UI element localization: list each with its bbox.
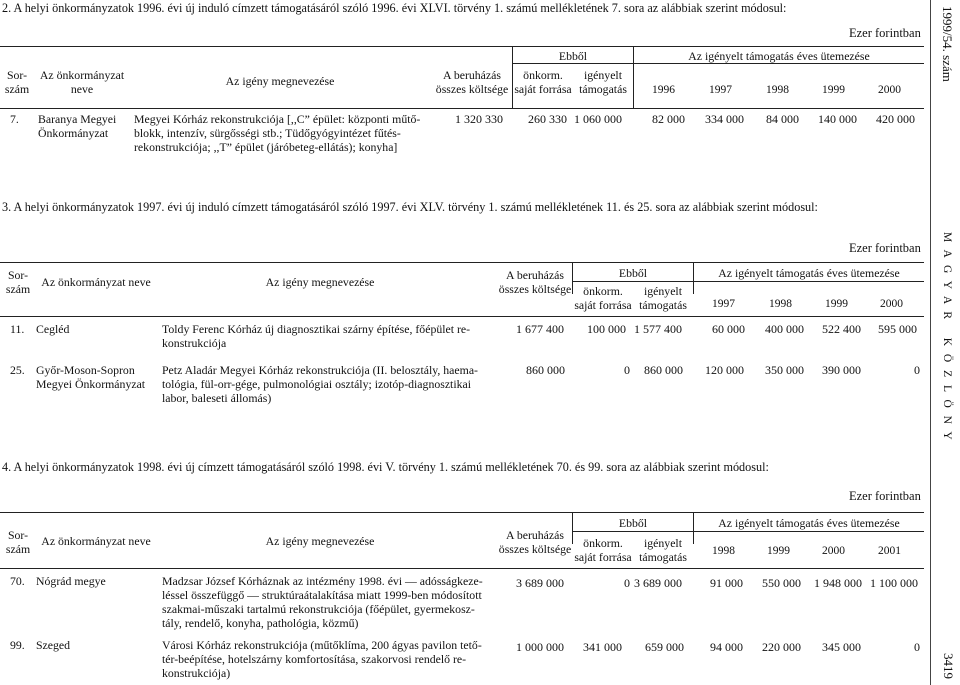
row-tamogatas: 860 000: [644, 363, 683, 377]
section-4-schedule-rule: [694, 531, 924, 532]
section-2-currency-note: Ezer forintban: [849, 26, 921, 40]
row-ut-4: 1 100 000: [870, 576, 918, 590]
section-3-col-igeny: Az igény megnevezése: [265, 275, 375, 289]
year-header: 2001: [878, 545, 901, 557]
row-sorszam: 70.: [10, 574, 25, 588]
section-3-currency-note: Ezer forintban: [849, 241, 921, 255]
journal-title: M A G Y A R K Ö Z L Ö N Y: [941, 232, 953, 443]
row-ut-2: 350 000: [765, 363, 804, 377]
row-tamogatas: 1 060 000: [574, 112, 622, 126]
row-koltseg: 1 677 400: [516, 322, 564, 336]
section-2-ebbol-rule: [513, 63, 633, 64]
section-2-col-onkormanyzat: Az önkormányzat neve: [39, 68, 125, 96]
year-header: 1996: [652, 84, 675, 96]
section-4-heading: 4. A helyi önkormányzatok 1998. évi új címzett támogatásáról szóló 1998. évi V. törvény 1. számú mellékletének 70. és 99. sora az alábbiak szerint módosul:: [2, 460, 769, 474]
row-ut-2: 334 000: [705, 112, 744, 126]
row-sorszam: 7.: [10, 112, 19, 126]
year-header: 1999: [822, 84, 845, 96]
row-ut-1: 82 000: [652, 112, 685, 126]
year-header: 1998: [712, 545, 735, 557]
year-header: 2000: [822, 545, 845, 557]
section-2-col-tamogatas: igényelt támogatás: [579, 68, 627, 96]
section-4-col-koltseg: A beruházás összes költsége: [498, 528, 572, 556]
row-sajat: 0: [624, 363, 630, 377]
row-igeny: Megyei Kórház rekonstrukciója [,,C” épület: központi műtő- blokk, intenzív, sürgősségi stb.; Tüdőgyógyintézet fűtés- rekonstrukciója; ,,T” épület (járóbeteg-ellátás); konyha]: [134, 112, 421, 154]
row-sorszam: 99.: [10, 638, 25, 652]
row-igeny: Toldy Ferenc Kórház új diagnosztikai szárny építése, főépület re- konstrukciója: [162, 322, 471, 350]
section-3-schedule-rule: [694, 281, 924, 282]
section-4-col-utemezes: Az igényelt támogatás éves ütemezése: [718, 516, 900, 530]
section-2-col-koltseg: A beruházás összes költsége: [435, 68, 509, 96]
row-ut-4: 595 000: [878, 322, 917, 336]
section-4-col-sorszam: Sor- szám: [5, 528, 31, 556]
section-2-heading: 2. A helyi önkormányzatok 1996. évi új induló címzett támogatásáról szóló 1996. évi XLVI. törvény 1. számú mellékletének 7. sora az alábbiak szerint módosul:: [2, 1, 787, 15]
row-ut-1: 120 000: [705, 363, 744, 377]
section-4-currency-note: Ezer forintban: [849, 489, 921, 503]
row-ut-3: 1 948 000: [814, 576, 862, 590]
page-number: 3419: [941, 653, 956, 679]
row-sajat: 341 000: [583, 640, 622, 654]
row-ut-4: 0: [914, 640, 920, 654]
row-tamogatas: 659 000: [645, 640, 684, 654]
row-onkormanyzat: Baranya Megyei Önkormányzat: [38, 112, 117, 140]
section-2-schedule-rule: [634, 63, 924, 64]
row-sajat: 100 000: [587, 322, 626, 336]
section-4-col-igeny: Az igény megnevezése: [265, 534, 375, 548]
row-ut-4: 0: [914, 363, 920, 377]
row-ut-3: 390 000: [822, 363, 861, 377]
section-3-col-sorszam: Sor- szám: [5, 268, 31, 296]
row-koltseg: 3 689 000: [516, 576, 564, 590]
section-3-heading: 3. A helyi önkormányzatok 1997. évi új induló címzett támogatásáról szóló 1997. évi XLV. törvény 1. számú mellékletének 11. és 25. sora az alábbiak szerint módosul:: [2, 200, 818, 214]
section-2-col-sorszam: Sor- szám: [4, 68, 30, 96]
section-4-top-rule: [0, 512, 924, 513]
year-header: 1999: [767, 545, 790, 557]
year-header: 1997: [709, 84, 732, 96]
section-2-col-ebbol: Ebből: [558, 49, 588, 63]
row-onkormanyzat: Győr-Moson-Sopron Megyei Önkormányzat: [36, 363, 146, 391]
row-ut-3: 345 000: [822, 640, 861, 654]
section-3-col-sajat: önkorm. saját forrása: [574, 284, 632, 312]
section-2-col-igeny: Az igény megnevezése: [225, 74, 335, 88]
row-ut-2: 550 000: [762, 576, 801, 590]
row-ut-1: 60 000: [712, 322, 745, 336]
section-4-header-rule: [0, 568, 924, 569]
row-ut-2: 400 000: [765, 322, 804, 336]
section-4-col-tamogatas: igényelt támogatás: [639, 536, 687, 564]
row-sajat: 260 330: [528, 112, 567, 126]
row-koltseg: 860 000: [526, 363, 565, 377]
section-4-col-ebbol: Ebből: [618, 516, 648, 530]
row-onkormanyzat: Cegléd: [36, 322, 70, 336]
row-onkormanyzat: Nógrád megye: [36, 574, 106, 588]
section-2-col-sajat: önkorm. saját forrása: [514, 68, 572, 96]
year-header: 1999: [825, 298, 848, 310]
year-header: 1998: [766, 84, 789, 96]
row-sajat: 0: [624, 576, 630, 590]
section-3-ebbol-rule: [573, 281, 693, 282]
row-sorszam: 25.: [10, 363, 25, 377]
section-3-col-utemezes: Az igényelt támogatás éves ütemezése: [718, 266, 900, 280]
section-3-top-rule: [0, 262, 924, 263]
row-tamogatas: 3 689 000: [634, 576, 682, 590]
row-ut-4: 140 000: [818, 112, 857, 126]
row-koltseg: 1 320 330: [455, 112, 503, 126]
row-tamogatas: 1 577 400: [634, 322, 682, 336]
row-onkormanyzat: Szeged: [36, 638, 71, 652]
year-header: 2000: [878, 84, 901, 96]
row-igeny: Városi Kórház rekonstrukciója (műtőklíma, 200 ágyas pavilon tető- tér-beépítése, hotelszárny komfortosítása, szakorvosi rendelő re- konstrukciója): [162, 638, 482, 680]
section-3-col-tamogatas: igényelt támogatás: [639, 284, 687, 312]
row-ut-2: 220 000: [762, 640, 801, 654]
row-ut-1: 94 000: [710, 640, 743, 654]
row-igeny: Petz Aladár Megyei Kórház rekonstrukciója (II. belosztály, haema- tológia, fül-orr-gége, pulmonológiai osztály; izotóp-diagnosztikai labor, baleseti állomás): [162, 363, 478, 405]
section-4-ebbol-rule: [573, 531, 693, 532]
year-header: 2000: [880, 298, 903, 310]
year-header: 1998: [769, 298, 792, 310]
margin-rule: [930, 0, 931, 685]
section-4-col-sajat: önkorm. saját forrása: [574, 536, 632, 564]
row-ut-3: 84 000: [766, 112, 799, 126]
row-sorszam: 11.: [10, 322, 25, 336]
section-3-col-koltseg: A beruházás összes költsége: [498, 268, 572, 296]
section-2-col-utemezes: Az igényelt támogatás éves ütemezése: [688, 49, 870, 63]
row-koltseg: 1 000 000: [516, 640, 564, 654]
section-3-col-onkormanyzat: Az önkormányzat neve: [41, 275, 151, 289]
section-4-col-onkormanyzat: Az önkormányzat neve: [41, 534, 151, 548]
issue-number: 1999/54. szám: [940, 6, 955, 82]
row-ut-3: 522 400: [822, 322, 861, 336]
section-2-header-rule: [0, 108, 924, 109]
row-igeny: Madzsar József Kórháznak az intézmény 1998. évi — adósságkeze- léssel összefüggő — struktúraátalakítása miatt 1999-ben módosított szakmai-műszaki tartalmú rekonstrukciója (főépület, gyermekosz- tály, rendelő, konyha, pathológia, közmű): [162, 574, 483, 630]
year-header: 1997: [712, 298, 735, 310]
row-ut-5: 420 000: [876, 112, 915, 126]
section-2-top-rule: [0, 46, 924, 47]
row-ut-1: 91 000: [710, 576, 743, 590]
section-3-header-rule: [0, 316, 924, 317]
section-3-col-ebbol: Ebből: [618, 266, 648, 280]
